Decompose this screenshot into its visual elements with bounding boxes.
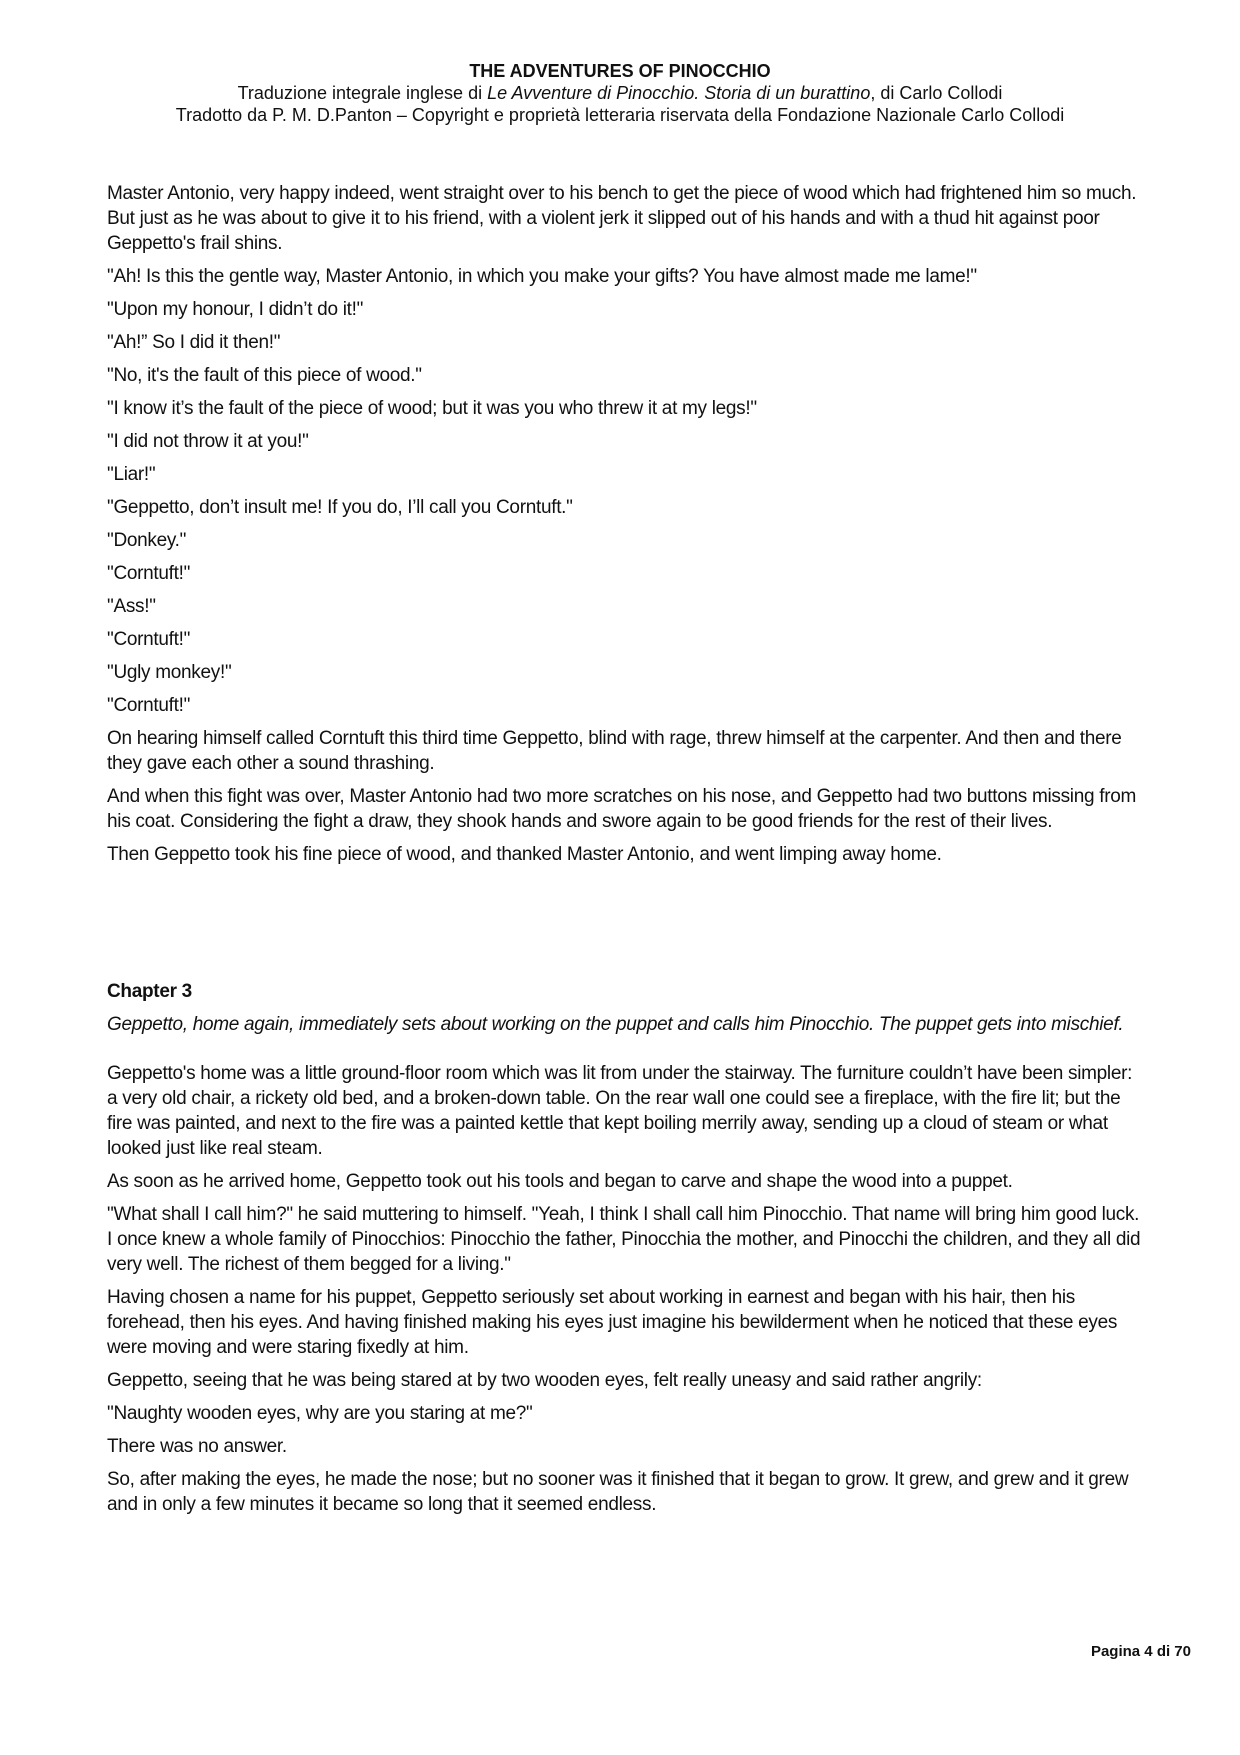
- paragraph: Then Geppetto took his fine piece of wood, and thanked Master Antonio, and went limping away home.: [107, 844, 942, 865]
- paragraph: "Ass!": [107, 596, 156, 617]
- page-number: Pagina 4 di 70: [1090, 1643, 1191, 1660]
- section-1: [107, 181, 1147, 867]
- translation-note-post: , di Carlo Collodi: [870, 83, 1003, 103]
- chapter-heading: Chapter 3: [107, 981, 192, 1002]
- paragraph: There was no answer.: [107, 1436, 287, 1457]
- paragraph: Master Antonio, very happy indeed, went straight over to his bench to get the piece of wood which had frightened him so much. But just as he was about to give it to his friend, with a violent jerk it slipped out of his hands and with a thud hit against poor Geppetto's frail shins.: [107, 183, 1137, 254]
- section-spacer: [107, 875, 1147, 979]
- paragraph: "Liar!": [107, 464, 156, 485]
- translation-note: [0, 82, 1240, 104]
- paragraph: So, after making the eyes, he made the nose; but no sooner was it finished that it began to grow. It grew, and grew and it grew and in only a few minutes it became so long that it seemed endless.: [107, 1469, 1129, 1515]
- paragraph: "Ah!” So I did it then!": [107, 332, 281, 353]
- paragraph: "Upon my honour, I didn’t do it!": [107, 299, 364, 320]
- paragraph: "I did not throw it at you!": [107, 431, 309, 452]
- paragraph: "Ugly monkey!": [107, 662, 232, 683]
- paragraph: "Ah! Is this the gentle way, Master Antonio, in which you make your gifts? You have almost made me lame!": [107, 266, 977, 287]
- paragraph: On hearing himself called Corntuft this third time Geppetto, blind with rage, threw himself at the carpenter. And then and there they gave each other a sound thrashing.: [107, 728, 1122, 774]
- paragraph: "No, it's the fault of this piece of wood.": [107, 365, 422, 386]
- translation-note-pre: Traduzione integrale inglese di: [237, 83, 488, 103]
- paragraph: As soon as he arrived home, Geppetto took out his tools and began to carve and shape the wood into a puppet.: [107, 1171, 1013, 1192]
- page-body: [107, 181, 1147, 1525]
- paragraph: "Corntuft!": [107, 563, 191, 584]
- paragraph: "Corntuft!": [107, 629, 191, 650]
- paragraph: Geppetto's home was a little ground-floor room which was lit from under the stairway. The furniture couldn’t have been simpler: a very old chair, a rickety old bed, and a broken-down table. On the rear wall one could see a fireplace, with the fire lit; but the fire was painted, and next to the fire was a painted kettle that kept boiling merrily away, sending up a cloud of steam or what looked just like real steam.: [107, 1063, 1133, 1159]
- chapter-subtitle: Geppetto, home again, immediately sets about working on the puppet and calls him Pinocchio. The puppet gets into mischief.: [107, 1014, 1124, 1035]
- paragraph: "Donkey.": [107, 530, 187, 551]
- copyright-note: Tradotto da P. M. D.Panton – Copyright e proprietà letteraria riservata della Fondazione Nazionale Carlo Collodi: [175, 105, 1065, 125]
- original-title: Le Avventure di Pinocchio. Storia di un burattino: [487, 83, 871, 103]
- paragraph: Having chosen a name for his puppet, Geppetto seriously set about working in earnest and began with his hair, then his forehead, then his eyes. And having finished making his eyes just imagine his bewilderment when he noticed that these eyes were moving and were staring fixedly at him.: [107, 1287, 1118, 1358]
- chapter-3: [107, 979, 1147, 1517]
- paragraph: "What shall I call him?" he said muttering to himself. "Yeah, I think I shall call him Pinocchio. That name will bring him good luck. I once knew a whole family of Pinocchios: Pinocchio the father, Pinocchia the mother, and Pinocchi the children, and they all did very well. The richest of them begged for a living.": [107, 1204, 1141, 1275]
- paragraph: Geppetto, seeing that he was being stared at by two wooden eyes, felt really uneasy and said rather angrily:: [107, 1370, 982, 1391]
- book-title: THE ADVENTURES OF PINOCCHIO: [469, 61, 771, 81]
- paragraph: "I know it’s the fault of the piece of wood; but it was you who threw it at my legs!": [107, 398, 757, 419]
- paragraph: "Geppetto, don’t insult me! If you do, I’ll call you Corntuft.": [107, 497, 573, 518]
- paragraph: "Naughty wooden eyes, why are you staring at me?": [107, 1403, 533, 1424]
- paragraph: "Corntuft!": [107, 695, 191, 716]
- page-header: [0, 60, 1240, 126]
- paragraph: And when this fight was over, Master Antonio had two more scratches on his nose, and Geppetto had two buttons missing from his coat. Considering the fight a draw, they shook hands and swore again to be good friends for the rest of their lives.: [107, 786, 1137, 832]
